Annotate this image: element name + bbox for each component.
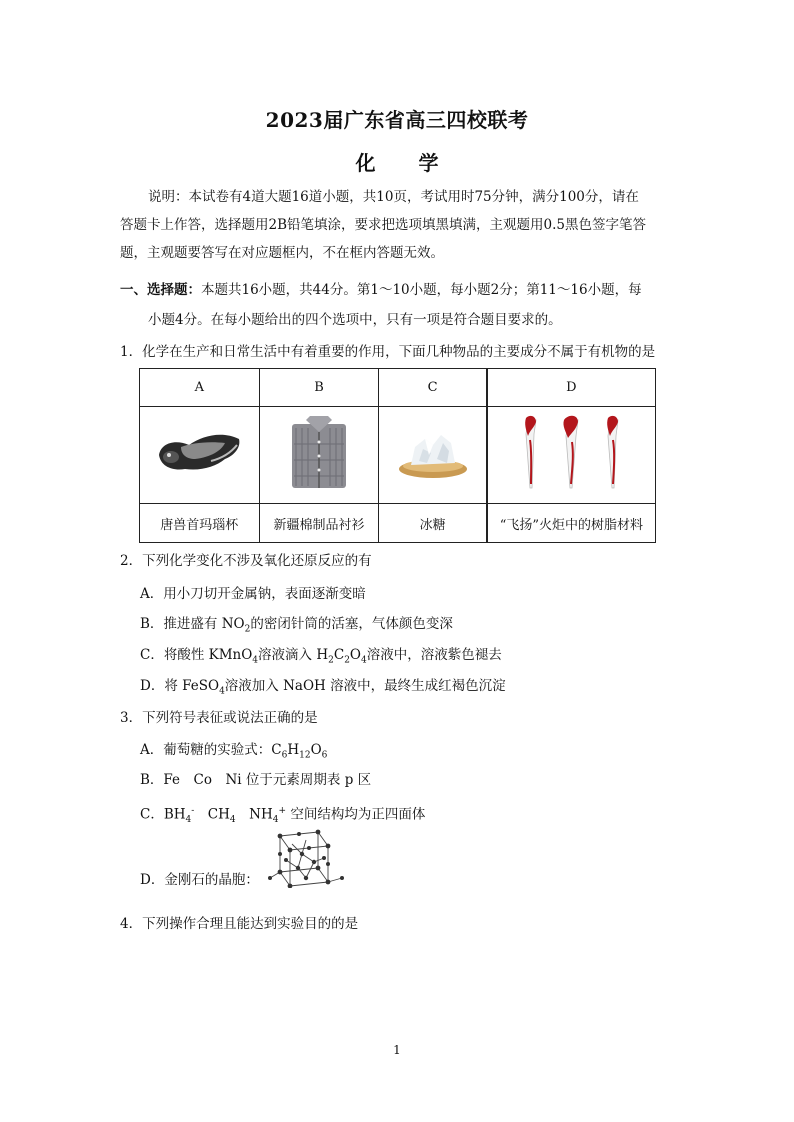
option-letter: C: [379, 369, 487, 407]
q2-option-c: C．将酸性 KMnO$_4$溶液滴入 $H_2C_2O_4$溶液中，溶液紫色褪去: [140, 647, 502, 666]
instructions-line: 答题卡上作答，选择题用2B铅笔填涂，要求把选项填黑填满，主观题用0.5黑色签字笔答: [120, 217, 646, 233]
q2-option-b: B．推进盛有 $NO_2$的密闭针筒的活塞，气体颜色变深: [140, 616, 453, 635]
instructions-line: 题，主观题要答写在对应题框内，不在框内答题无效。: [120, 245, 444, 261]
q1-stem: 1．化学在生产和日常生活中有着重要的作用，下面几种物品的主要成分不属于有机物的是: [120, 344, 656, 360]
q3-option-a: A．葡萄糖的实验式：$C_6H_{12}O_6$: [140, 742, 328, 761]
agate-cup-image: [140, 407, 260, 504]
option-name: “飞扬”火炬中的树脂材料: [487, 504, 656, 543]
q3-option-d: D．金刚石的晶胞：: [140, 872, 259, 888]
torch-image: [487, 407, 656, 504]
subject-title: 化 学: [355, 151, 457, 175]
option-name: 唐兽首玛瑙杯: [140, 504, 260, 543]
q2-stem: 2．下列化学变化不涉及氧化还原反应的有: [120, 553, 372, 569]
option-letter: A: [140, 369, 260, 407]
section-heading: [120, 280, 642, 300]
instructions-line: 说明：本试卷有4道大题16道小题，共10页，考试用时75分钟，满分100分，请在: [148, 189, 639, 205]
page-number: 1: [393, 1043, 401, 1057]
section-text-2: 小题4分。在每小题给出的四个选项中，只有一项是符合题目要求的。: [148, 312, 562, 328]
q3-option-b: B．Fe Co Ni 位于元素周期表 p 区: [140, 772, 372, 788]
section-text: 本题共16小题，共44分。第1～10小题，每小题2分；第11～16小题，每: [201, 282, 642, 298]
q2-option-d: D．将 FeSO$_4$溶液加入 NaOH 溶液中，最终生成红褐色沉淀: [140, 678, 506, 697]
q3-stem: 3．下列符号表征或说法正确的是: [120, 710, 318, 726]
section-label: 一、选择题：: [120, 282, 201, 298]
q1-options-table: [139, 368, 656, 543]
diamond-cell-icon: [262, 828, 348, 892]
option-name: 冰糖: [379, 504, 487, 543]
shirt-image: [259, 407, 379, 504]
option-letter: D: [487, 369, 656, 407]
q4-stem: 4．下列操作合理且能达到实验目的的是: [120, 916, 359, 932]
q2-option-a: A．用小刀切开金属钠，表面逐渐变暗: [140, 586, 366, 602]
option-name: 新疆棉制品衬衫: [259, 504, 379, 543]
page-title: 2023届广东省高三四校联考: [265, 108, 529, 132]
rock-sugar-image: [379, 407, 487, 504]
instructions: [120, 183, 676, 267]
option-letter: B: [259, 369, 379, 407]
q3-option-c: C．$BH_4^-$ $CH_4$ $NH_4^+$ 空间结构均为正四面体: [140, 806, 426, 826]
